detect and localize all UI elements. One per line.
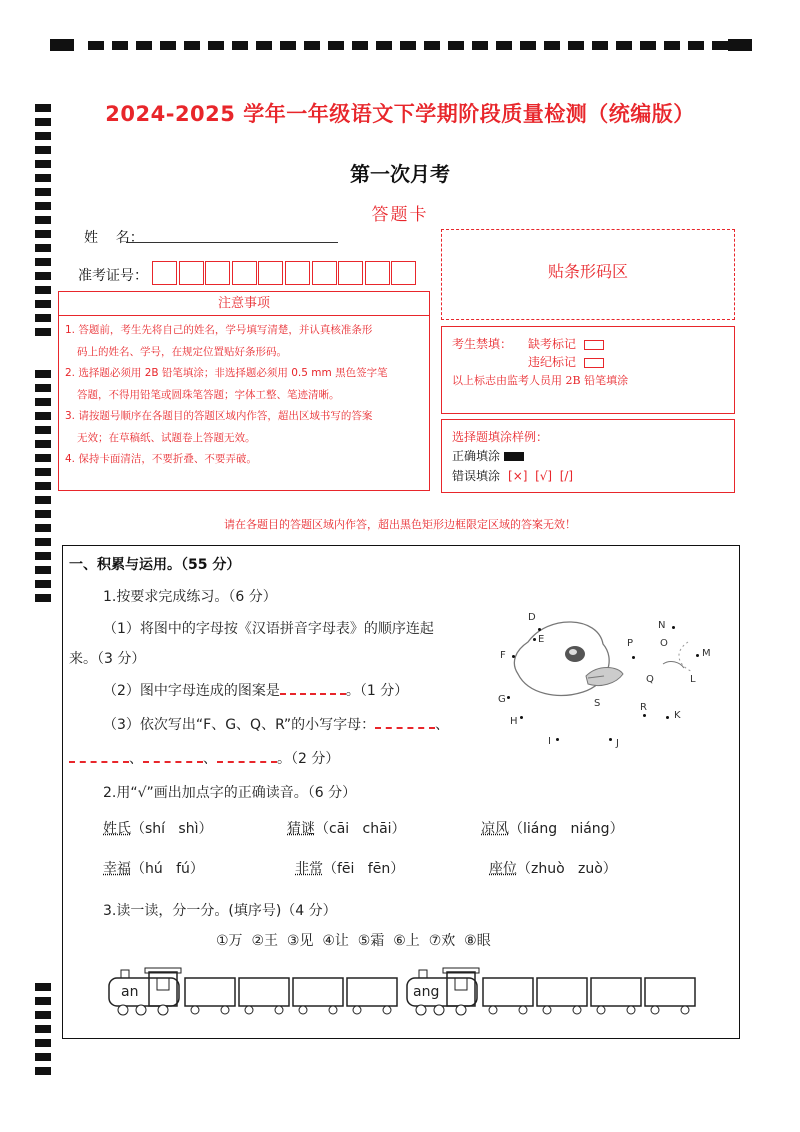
letter-dots xyxy=(488,604,728,764)
dot xyxy=(533,638,536,641)
exam-id-label: 准考证号： xyxy=(78,268,148,284)
q2-options[interactable]: （liáng niáng） xyxy=(509,821,624,837)
dot xyxy=(696,654,699,657)
dot-letter: H xyxy=(510,716,518,727)
q2-item xyxy=(287,818,406,838)
notice-line: 2. 选择题必须用 2B 铅笔填涂；非选择题必须用 0.5 mm 黑色签字笔 xyxy=(65,367,388,379)
forbidden-box xyxy=(441,326,735,414)
dot-letter: F xyxy=(500,650,506,661)
barcode-area: 贴条形码区 xyxy=(441,229,735,320)
dot xyxy=(507,696,510,699)
area-warning: 请在各题目的答题区域内作答，超出黑色矩形边框限定区域的答案无效！ xyxy=(224,518,576,531)
dot xyxy=(632,656,635,659)
exam-id-boxes[interactable] xyxy=(152,261,418,285)
q1-part3-text: （3）依次写出“F、G、Q、R”的小写字母： xyxy=(103,717,376,733)
comma: 、 xyxy=(129,751,143,767)
dot-letter: R xyxy=(640,702,647,713)
dot xyxy=(609,738,612,741)
name-field[interactable] xyxy=(126,242,338,243)
notice-line: 答题，不得用铅笔或圆珠笔答题；字体工整、笔迹清晰。 xyxy=(77,388,340,401)
correct-fill-label: 正确填涂 xyxy=(452,449,501,463)
q2-options[interactable]: （zhuò zuò） xyxy=(517,861,617,877)
q2-title: 2.用“√”画出加点字的正确读音。（6 分） xyxy=(103,785,357,801)
q1-part3-cont xyxy=(69,748,339,768)
notice-title: 注意事项 xyxy=(59,292,429,316)
answer-blank[interactable] xyxy=(375,727,435,729)
dot-letter: G xyxy=(498,694,506,705)
dot-letter: N xyxy=(658,620,666,631)
q2-item xyxy=(103,858,204,878)
dot xyxy=(672,626,675,629)
dot-letter: E xyxy=(538,634,545,645)
q1-part2-end: 。（1 分） xyxy=(345,683,409,699)
q1-part1-cont: 来。（3 分） xyxy=(69,651,146,667)
q1-part3 xyxy=(103,714,449,734)
q2-word: 非常 xyxy=(295,861,323,877)
q2-word: 幸福 xyxy=(103,861,131,877)
q2-options[interactable]: （cāi chāi） xyxy=(315,821,406,837)
notice-line: 码上的姓名、学号，在规定位置贴好条形码。 xyxy=(77,345,287,358)
q2-options[interactable]: （fēi fēn） xyxy=(323,861,405,877)
q2-word: 姓氏 xyxy=(103,821,131,837)
sample-title: 选择题填涂样例： xyxy=(452,430,549,444)
notice-line: 3. 请按题号顺序在各题目的答题区域内作答，超出区域书写的答案 xyxy=(65,410,373,422)
notice-box xyxy=(58,291,430,491)
q2-item xyxy=(103,818,212,838)
dot xyxy=(643,714,646,717)
forbidden-note: 以上标志由监考人员用 2B 铅笔填涂 xyxy=(452,374,629,387)
q1-part1: （1）将图中的字母按《汉语拼音字母表》的顺序连起 xyxy=(103,621,434,637)
q2-word: 凉风 xyxy=(481,821,509,837)
section-title: 一、积累与运用。（55 分） xyxy=(69,557,241,573)
answer-blank[interactable] xyxy=(217,761,277,763)
notice-line: 1. 答题前，考生先将自己的姓名，学号填写清楚，并认真核准条形 xyxy=(65,324,373,336)
dot-letter: O xyxy=(660,638,668,649)
absent-mark-box[interactable] xyxy=(584,340,604,350)
dot-letter: Q xyxy=(646,674,654,685)
train-label-ang: ang xyxy=(413,984,440,1000)
wrong-fill-label: 错误填涂 xyxy=(452,469,501,483)
notice-line: 4. 保持卡面清洁，不要折叠、不要弄破。 xyxy=(65,453,257,465)
answer-blank[interactable] xyxy=(143,761,203,763)
exam-subtitle: 第一次月考 xyxy=(350,162,450,186)
violation-label: 违纪标记 xyxy=(528,355,577,369)
answer-card-label: 答题卡 xyxy=(371,205,429,225)
answer-area xyxy=(62,545,740,1039)
dot-letter: I xyxy=(548,736,551,747)
q2-item xyxy=(481,818,624,838)
q2-word: 座位 xyxy=(489,861,517,877)
top-timing-marks xyxy=(50,39,752,52)
violation-mark-box[interactable] xyxy=(584,358,604,368)
absent-label: 缺考标记 xyxy=(528,337,577,351)
trains-illustration xyxy=(101,964,721,1020)
notice-line: 无效；在草稿纸、试题卷上答题无效。 xyxy=(77,431,256,444)
exam-title: 2024-2025 学年一年级语文下学期阶段质量检测（统编版） xyxy=(105,102,695,126)
filled-mark-icon xyxy=(504,452,524,461)
name-label: 姓 名： xyxy=(84,230,144,246)
dot-letter: D xyxy=(528,612,536,623)
train-label-an: an xyxy=(121,984,139,1000)
fill-sample-box xyxy=(441,419,735,493)
q1-part2 xyxy=(103,680,408,700)
q2-options[interactable]: （hú fú） xyxy=(131,861,204,877)
comma: 、 xyxy=(203,751,217,767)
q2-options[interactable]: （shí shì） xyxy=(131,821,213,837)
q3-characters: ①万 ②王 ③见 ④让 ⑤霜 ⑥上 ⑦欢 ⑧眼 xyxy=(216,933,491,949)
dot-letter: M xyxy=(702,648,711,659)
wrong-marks: [×] [√] [/] xyxy=(508,469,574,483)
answer-blank[interactable] xyxy=(69,761,129,763)
dot-letter: K xyxy=(674,710,681,721)
dot xyxy=(666,716,669,719)
q1-part3-end: 。（2 分） xyxy=(277,751,340,767)
dot-letter: S xyxy=(594,698,601,709)
dot xyxy=(538,628,541,631)
q3-title: 3.读一读，分一分。(填序号)（4 分） xyxy=(103,903,337,919)
dot xyxy=(556,738,559,741)
q1-part2-text: （2）图中字母连成的图案是 xyxy=(103,683,280,699)
dot-letter: J xyxy=(616,738,619,749)
q2-item xyxy=(489,858,617,878)
q1-title: 1.按要求完成练习。（6 分） xyxy=(103,589,277,605)
q2-item xyxy=(295,858,404,878)
dot-letter: P xyxy=(627,638,634,649)
train-ang xyxy=(407,968,695,1015)
dot xyxy=(512,655,515,658)
comma: 、 xyxy=(435,717,450,733)
forbidden-label: 考生禁填： xyxy=(452,337,513,351)
dot xyxy=(520,716,523,719)
train-an xyxy=(109,968,397,1015)
answer-blank[interactable] xyxy=(280,693,346,695)
dot-letter: L xyxy=(690,674,696,685)
q2-word: 猜谜 xyxy=(287,821,315,837)
